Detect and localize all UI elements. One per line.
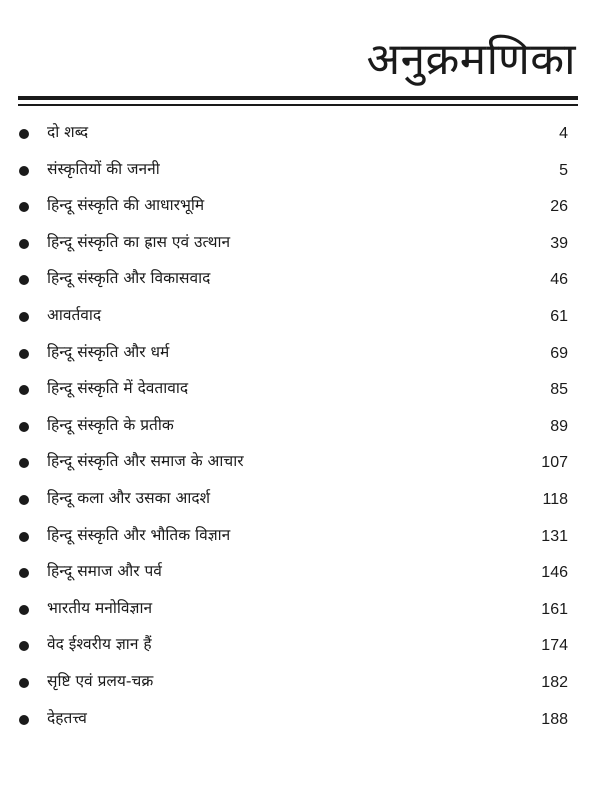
toc-entry-page-number: 131 (541, 527, 568, 545)
bullet-icon (19, 605, 29, 615)
bullet-icon (19, 458, 29, 468)
bullet-icon (19, 495, 29, 505)
toc-entry-title: हिन्दू संस्कृति और धर्म (47, 342, 170, 361)
toc-entry[interactable] (0, 702, 600, 739)
toc-entry[interactable] (0, 628, 600, 665)
toc-entry-title: दो शब्द (47, 123, 89, 141)
bullet-icon (19, 312, 29, 322)
toc-entry[interactable] (0, 299, 600, 336)
toc-entry-page-number: 146 (541, 564, 568, 582)
title-divider-thick (18, 96, 578, 100)
toc-entry-page-number: 118 (542, 490, 568, 508)
toc-entry[interactable] (0, 592, 600, 629)
toc-entry[interactable] (0, 226, 600, 263)
bullet-icon (19, 275, 29, 285)
toc-entry-page-number: 39 (550, 234, 568, 252)
bullet-icon (19, 641, 29, 651)
toc-entry-title: हिन्दू संस्कृति और भौतिक विज्ञान (47, 525, 231, 544)
toc-entry[interactable] (0, 372, 600, 409)
toc-entry-page-number: 188 (541, 710, 568, 728)
toc-entry-title: भारतीय मनोविज्ञान (47, 598, 153, 617)
toc-entry[interactable] (0, 116, 600, 153)
toc-entry-page-number: 161 (541, 600, 568, 618)
toc-entry-page-number: 174 (541, 637, 568, 655)
toc-entry-title: हिन्दू संस्कृति के प्रतीक (47, 415, 174, 434)
toc-entry-title: देहतत्त्व (47, 708, 87, 727)
table-of-contents (0, 116, 600, 738)
bullet-icon (19, 422, 29, 432)
bullet-icon (19, 568, 29, 578)
toc-entry[interactable] (0, 409, 600, 446)
title-divider-thin (18, 104, 578, 106)
toc-entry-page-number: 89 (550, 417, 568, 435)
toc-entry-page-number: 69 (550, 344, 568, 362)
toc-entry[interactable] (0, 153, 600, 190)
bullet-icon (19, 532, 29, 542)
toc-entry[interactable] (0, 336, 600, 373)
toc-entry-title: वेद ईश्वरीय ज्ञान हैं (47, 635, 152, 654)
toc-entry-page-number: 5 (559, 161, 568, 179)
toc-entry-title: संस्कृतियों की जननी (47, 159, 160, 178)
toc-entry-title: हिन्दू संस्कृति का ह्रास एवं उत्थान (47, 232, 231, 251)
toc-entry-page-number: 4 (559, 125, 568, 142)
toc-entry-title: हिन्दू संस्कृति और विकासवाद (47, 269, 211, 288)
toc-entry-title: हिन्दू संस्कृति की आधारभूमि (47, 196, 205, 215)
bullet-icon (19, 715, 29, 725)
toc-entry[interactable] (0, 519, 600, 556)
toc-entry-title: आवर्तवाद (47, 305, 102, 324)
page-title: अनुक्रमणिका (366, 34, 576, 85)
bullet-icon (19, 678, 29, 688)
bullet-icon (19, 239, 29, 249)
toc-entry[interactable] (0, 482, 600, 519)
toc-entry-page-number: 61 (550, 307, 568, 325)
toc-entry-page-number: 85 (550, 381, 568, 399)
toc-entry[interactable] (0, 189, 600, 226)
toc-entry-title: सृष्टि एवं प्रलय-चक्र (47, 671, 154, 690)
bullet-icon (19, 129, 29, 139)
toc-entry[interactable] (0, 262, 600, 299)
toc-entry-title: हिन्दू संस्कृति में देवतावाद (47, 379, 189, 398)
toc-entry-title: हिन्दू कला और उसका आदर्श (47, 488, 211, 507)
bullet-icon (19, 349, 29, 359)
toc-entry-title: हिन्दू संस्कृति और समाज के आचार (47, 452, 244, 471)
toc-entry-page-number: 46 (550, 271, 568, 289)
toc-entry[interactable] (0, 445, 600, 482)
bullet-icon (19, 166, 29, 176)
toc-entry[interactable] (0, 555, 600, 592)
toc-entry-page-number: 182 (541, 673, 568, 691)
bullet-icon (19, 202, 29, 212)
toc-entry-page-number: 107 (541, 454, 568, 472)
toc-entry[interactable] (0, 665, 600, 702)
bullet-icon (19, 385, 29, 395)
toc-entry-title: हिन्दू समाज और पर्व (47, 562, 162, 581)
toc-entry-page-number: 26 (550, 198, 568, 216)
